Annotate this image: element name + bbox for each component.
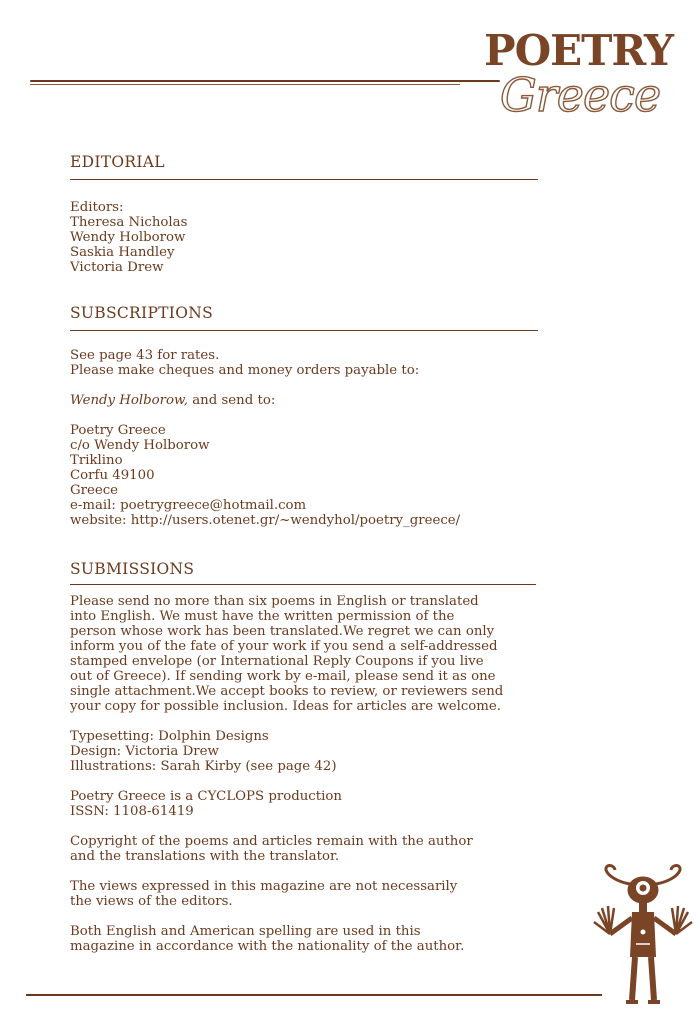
subscriptions-section (70, 304, 538, 528)
editor-name: Victoria Drew (70, 260, 164, 275)
address-line: Corfu 49100 (70, 468, 155, 483)
editor-name: Saskia Handley (70, 245, 175, 260)
masthead-rule (30, 80, 500, 82)
submissions-section (70, 560, 536, 954)
address-line: c/o Wendy Holborow (70, 438, 210, 453)
address-line: Greece (70, 483, 119, 498)
submissions-heading: SUBMISSIONS (70, 560, 536, 585)
logo-greece-text: Greece (500, 68, 661, 122)
paragraph-line: single attachment.We accept books to review, or reviewers send (70, 684, 504, 699)
poetry-greece-logo (484, 26, 674, 130)
credit-design: Design: Victoria Drew (70, 744, 219, 759)
credit-illustrations: Illustrations: Sarah Kirby (see page 42) (70, 759, 337, 774)
production-note: Poetry Greece is a CYCLOPS production (70, 789, 342, 804)
rates-note: See page 43 for rates. (70, 348, 220, 363)
masthead-rule-thin (30, 84, 460, 85)
payee-name: Wendy Holborow, (70, 393, 189, 408)
editorial-heading: EDITORIAL (70, 153, 538, 180)
address-line: Poetry Greece (70, 423, 166, 438)
editor-name: Theresa Nicholas (70, 215, 188, 230)
paragraph-line: person whose work has been translated.We regret we can only (70, 624, 495, 639)
paragraph-line: Please send no more than six poems in English or translated (70, 594, 479, 609)
spelling-line: Both English and American spelling are used in this (70, 924, 421, 939)
email-address[interactable]: e-mail: poetrygreece@hotmail.com (70, 498, 307, 513)
copyright-line: Copyright of the poems and articles remain with the author (70, 834, 473, 849)
address-line: Triklino (70, 453, 123, 468)
paragraph-line: your copy for possible inclusion. Ideas for articles are welcome. (70, 699, 501, 714)
send-to: and send to: (188, 393, 276, 408)
editors-label: Editors: (70, 200, 124, 215)
payable-note: Please make cheques and money orders payable to: (70, 363, 420, 378)
issn: ISSN: 1108-61419 (70, 804, 194, 819)
masthead (0, 0, 700, 140)
subscriptions-body (70, 348, 538, 528)
paragraph-line: out of Greece). If sending work by e-mail, please send it as one (70, 669, 496, 684)
credit-typesetting: Typesetting: Dolphin Designs (70, 729, 269, 744)
paragraph-line: stamped envelope (or International Reply Coupons if you live (70, 654, 484, 669)
subscriptions-heading: SUBSCRIPTIONS (70, 304, 538, 331)
payee-line (70, 393, 538, 408)
views-line: the views of the editors. (70, 894, 233, 909)
cyclops-figure-icon (588, 862, 698, 1012)
website-link[interactable]: website: http://users.otenet.gr/~wendyhol/poetry_greece/ (70, 513, 461, 528)
spelling-line: magazine in accordance with the nationality of the author. (70, 939, 465, 954)
copyright-line: and the translations with the translator. (70, 849, 340, 864)
editor-name: Wendy Holborow (70, 230, 186, 245)
bottom-rule (26, 994, 602, 996)
logo-poetry-text: POETRY (484, 26, 674, 75)
editorial-section (70, 153, 538, 275)
editors-block (70, 200, 538, 275)
submissions-paragraph (70, 594, 536, 954)
paragraph-line: into English. We must have the written permission of the (70, 609, 455, 624)
paragraph-line: inform you of the fate of your work if you send a self-addressed (70, 639, 498, 654)
views-line: The views expressed in this magazine are not necessarily (70, 879, 458, 894)
